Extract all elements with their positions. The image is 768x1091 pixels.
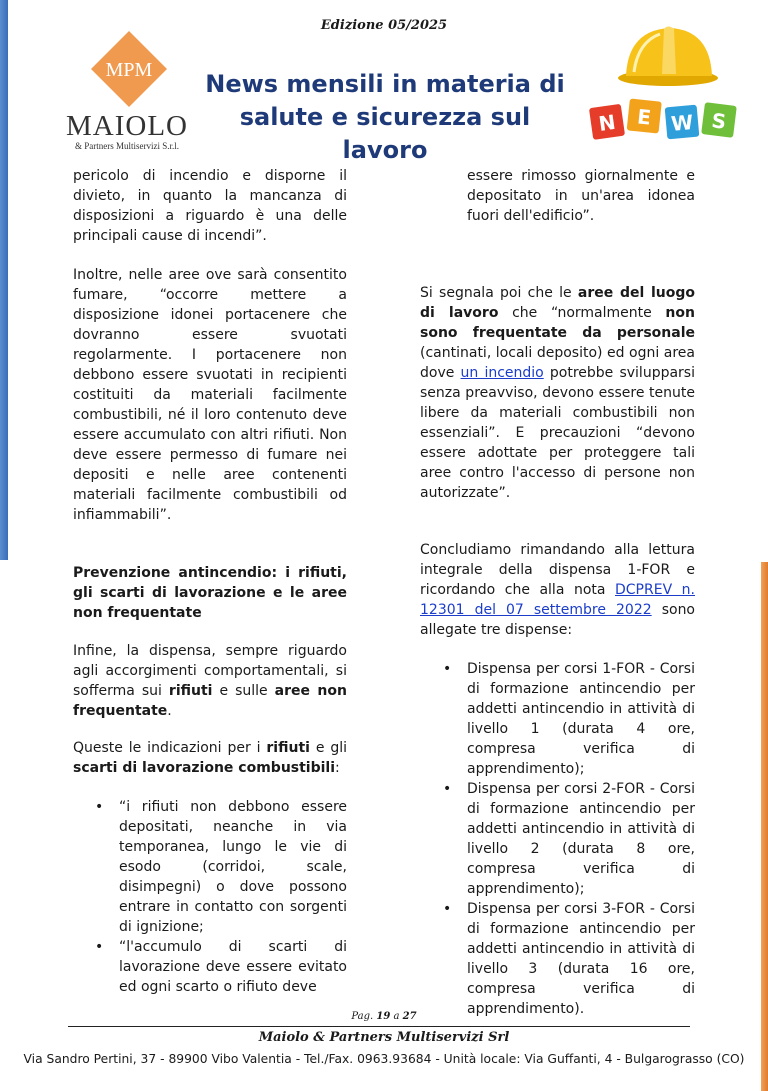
cube-letter-n: N [597,109,618,136]
list-item: • Dispensa per corsi 3-FOR - Corsi di formazione antincendio per addetti antincendio in attività di livello 3 (durata 16 ore, compresa verifica di apprendimento). [467,899,695,1019]
cube-letter-s: S [710,108,728,134]
bold-rifiuti: rifiuti [168,683,213,699]
title-line-2: salute e sicurezza sul lavoro [239,103,531,164]
text-run: . [167,703,172,719]
text-run: Infine, la dispensa, sempre riguardo agli accorgimenti comportamentali, si sofferma sui [73,643,347,699]
left-para-4 [73,738,347,778]
edition-label: Edizione 05/2025 [320,18,448,33]
text-run: che “normalmente [498,305,666,321]
link-dcprev-note[interactable]: DCPREV n. 12301 del 07 settembre 2022 [420,582,696,618]
right-para-1: essere rimosso giornalmente e depositato in un'area idonea fuori dell'edificio”. [467,168,695,224]
text-run: e gli [309,740,347,756]
text-run: (cantinati, locali deposito) ed ogni area dove [420,345,695,381]
footer-divider [68,1026,690,1027]
logo-initials: MPM [105,59,153,81]
right-para-2 [420,283,695,503]
link-un-incendio[interactable]: un incendio [460,365,544,381]
page-current: 19 [376,1011,391,1022]
cube-letter-w: W [670,110,695,136]
footer-company: Maiolo & Partners Multiservizi Srl [258,1030,510,1045]
bold-scarti: scarti di lavorazione combustibili [73,760,336,776]
bold-aree-non-frequentate: aree non frequentate [73,683,347,719]
text-run: Queste le indicazioni per i [73,740,267,756]
right-para-3 [420,540,695,640]
cube-letter-e: E [636,104,653,130]
page-mid: a [390,1011,403,1022]
page-prefix: Pag. [351,1011,377,1022]
list-item: • Dispensa per corsi 1-FOR - Corsi di formazione antincendio per addetti antincendio in attività di livello 1 (durata 4 ore, compresa verifica di apprendimento); [467,659,695,779]
text-run: sono allegate tre dispense: [420,602,696,638]
list-item: • “l'accumulo di scarti di lavorazione deve essere evitato ed ogni scarto o rifiuto deve [119,937,347,997]
footer-address: Via Sandro Pertini, 37 - 89900 Vibo Valentia - Tel./Fax. 0963.93684 - Unità locale: Via Guffanti, 4 - Bulgarograsso (CO) [23,1052,745,1066]
section-heading: Prevenzione antincendio: i rifiuti, gli scarti di lavorazione e le aree non frequentate [73,565,347,621]
news-cubes-icon [588,96,738,142]
hard-hat-icon [612,20,722,90]
bold-aree-luogo: aree del luogo di lavoro [420,285,695,321]
list-item: • “i rifiuti non debbono essere depositati, neanche in via temporanea, lungo le vie di esodo (corridoi, scale, disimpegni) o dove possono entrare in contatto con sorgenti di ignizione; [119,797,347,937]
page-title [195,68,575,167]
mpm-logo [90,30,168,108]
text-run: : [335,760,340,776]
text-run: e sulle [212,683,275,699]
page-total: 27 [402,1011,417,1022]
bold-rifiuti: rifiuti [266,740,310,756]
left-para-3 [73,641,347,721]
logo-subtitle: & Partners Multiservizi S.r.l. [75,141,179,151]
text-run: potrebbe svilupparsi senza preavviso, devono essere tenute libere da materiali combustibili non essenziali”. E precauzioni “devono essere adottate per proteggere tali aree contro l'accesso di persone non autorizzate”. [420,365,695,501]
left-para-1: pericolo di incendio e disporne il divieto, in quanto la mancanza di disposizioni a riguardo è una delle principali cause di incendi”. [73,168,347,244]
logo-name: MAIOLO [66,110,188,142]
left-para-2: Inoltre, nelle aree ove sarà consentito fumare, “occorre mettere a disposizione idonei portacenere che dovranno essere svuotati regolarmente. I portacenere non debbono essere svuotati in recipienti costituiti da materiali facilmente combustibili, né il loro contenuto deve essere accumulato con altri rifiuti. Non deve essere permesso di fumare nei depositi e nelle aree contenenti materiali facilmente combustibili od infiammabili”. [73,267,347,523]
text-run: Si segnala poi che le [420,285,578,301]
page-number [0,1011,768,1022]
text-run: Concludiamo rimandando alla lettura integrale della dispensa 1-FOR e ricordando che alla nota [420,542,695,598]
right-bullet-list [467,659,695,1019]
bold-non-frequentate: non sono frequentate da personale [420,305,695,341]
left-bullet-list [119,797,347,997]
left-accent-bar [0,0,8,560]
list-item: • Dispensa per corsi 2-FOR - Corsi di formazione antincendio per addetti antincendio in attività di livello 2 (durata 8 ore, compresa verifica di apprendimento); [467,779,695,899]
title-line-1: News mensili in materia di [205,70,565,98]
